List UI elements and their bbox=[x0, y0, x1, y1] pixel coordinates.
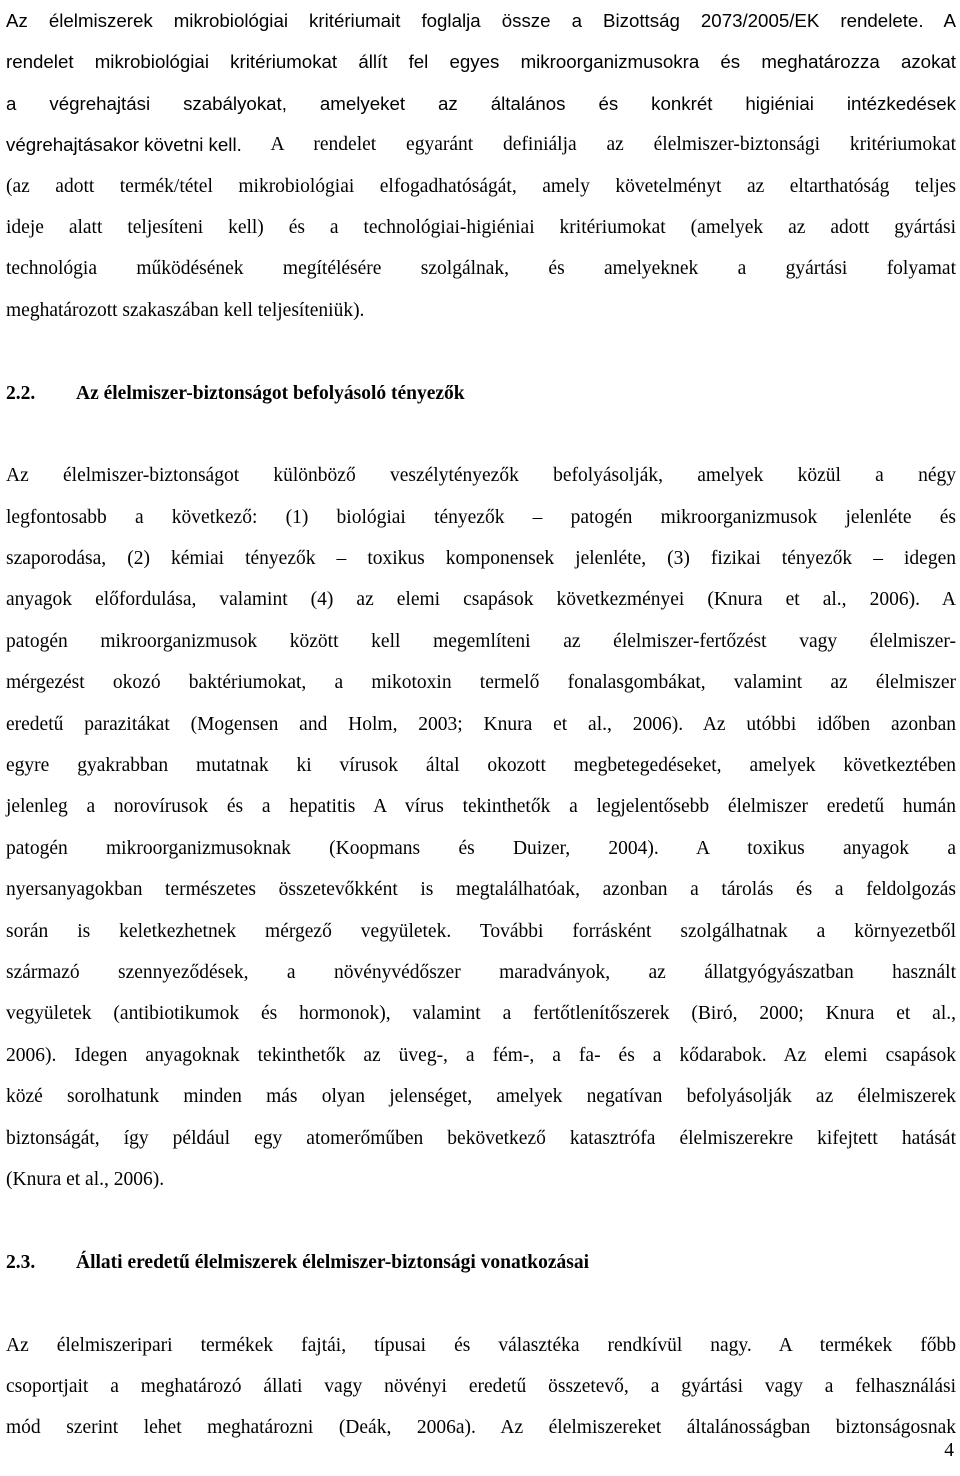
spacer bbox=[6, 331, 956, 372]
text-line: 2006). Idegen anyagoknak tekinthetők az üveg-, a fém-, a fa- és a kődarabok. Az elemi csapások bbox=[6, 1044, 956, 1066]
section-title: Állati eredetű élelmiszerek élelmiszer-biztonsági vonatkozásai bbox=[76, 1251, 590, 1273]
text-line: a végrehajtási szabályokat, amelyeket az általános és konkrét higiéniai intézkedések bbox=[6, 92, 956, 114]
section-heading-2-2 bbox=[6, 373, 956, 414]
text-line: patogén mikroorganizmusok között kell megemlíteni az élelmiszer-fertőzést vagy élelmiszer- bbox=[6, 630, 956, 652]
text-line: mód szerint lehet meghatározni (Deák, 2006a). Az élelmiszereket általánosságban biztonságosnak bbox=[6, 1417, 956, 1439]
text-line bbox=[6, 124, 956, 165]
text-line: eredetű parazitákat (Mogensen and Holm, 2003; Knura et al., 2006). Az utóbbi időben azonban bbox=[6, 713, 956, 735]
paragraph-food-safety-factors bbox=[6, 455, 956, 1200]
text-line: vegyületek (antibiotikumok és hormonok), valamint a fertőtlenítőszerek (Biró, 2000; Knura et al., bbox=[6, 1003, 956, 1025]
text-line: meghatározott szakaszában kell teljesíteniük). bbox=[6, 299, 365, 321]
paragraph-regulation bbox=[6, 0, 956, 331]
section-number: 2.2. bbox=[6, 382, 36, 404]
text-line: jelenleg a norovírusok és a hepatitis A vírus tekinthetők a legjelentősebb élelmiszer eredetű humán bbox=[6, 796, 956, 818]
text-line: során is keletkezhetnek mérgező vegyületek. További forrásként szolgálhatnak a környezetből bbox=[6, 920, 956, 942]
text-line: közé sorolhatunk minden más olyan jelenséget, amelyek negatívan befolyásolják az élelmiszerek bbox=[6, 1086, 956, 1108]
section-number: 2.3. bbox=[6, 1251, 36, 1273]
text-line: származó szennyeződések, a növényvédőszer maradványok, az állatgyógyászatban használt bbox=[6, 961, 956, 983]
text-line: ideje alatt teljesíteni kell) és a technológiai-higiéniai kritériumokat (amelyek az adott gyártási bbox=[6, 216, 956, 238]
text-line: csoportjait a meghatározó állati vagy növényi eredetű összetevő, a gyártási vagy a felhasználási bbox=[6, 1375, 956, 1397]
text-fragment: A rendelet egyaránt definiálja az élelmiszer-biztonsági kritériumokat bbox=[241, 134, 956, 156]
text-line: egyre gyakrabban mutatnak ki vírusok által okozott megbetegedéseket, amelyek következtében bbox=[6, 755, 956, 777]
section-heading-2-3 bbox=[6, 1242, 956, 1283]
spacer bbox=[6, 1283, 956, 1324]
section-title: Az élelmiszer-biztonságot befolyásoló tényezők bbox=[76, 382, 465, 404]
text-line: Az élelmiszeripari termékek fajtái, típusai és választéka rendkívül nagy. A termékek főbb bbox=[6, 1334, 956, 1356]
text-line: (Knura et al., 2006). bbox=[6, 1168, 165, 1190]
text-line: mérgezést okozó baktériumokat, a mikotoxin termelő fonalasgombákat, valamint az élelmiszer bbox=[6, 672, 956, 694]
text-line: (az adott termék/tétel mikrobiológiai elfogadhatóságát, amely követelményt az eltarthatóság teljes bbox=[6, 175, 956, 197]
text-fragment: végrehajtásakor követni kell. bbox=[6, 134, 242, 156]
document-page bbox=[6, 0, 956, 1449]
text-line: biztonságát, így például egy atomerőműben bekövetkező katasztrófa élelmiszerekre kifejtett hatását bbox=[6, 1127, 956, 1149]
page-number: 4 bbox=[944, 1440, 954, 1461]
text-line: technológia működésének megítélésére szolgálnak, és amelyeknek a gyártási folyamat bbox=[6, 258, 956, 280]
text-line: nyersanyagokban természetes összetevőkként is megtalálhatóak, azonban a tárolás és a feldolgozás bbox=[6, 879, 956, 901]
text-line: Az élelmiszer-biztonságot különböző veszélytényezők befolyásolják, amelyek közül a négy bbox=[6, 465, 956, 487]
paragraph-animal-products bbox=[6, 1325, 956, 1449]
spacer bbox=[6, 1200, 956, 1241]
text-line: anyagok előfordulása, valamint (4) az elemi csapások következményei (Knura et al., 2006). A bbox=[6, 589, 956, 611]
text-line: legfontosabb a következő: (1) biológiai tényezők – patogén mikroorganizmusok jelenléte és bbox=[6, 506, 956, 528]
text-line: patogén mikroorganizmusoknak (Koopmans és Duizer, 2004). A toxikus anyagok a bbox=[6, 837, 956, 859]
spacer bbox=[6, 414, 956, 455]
text-line: Az élelmiszerek mikrobiológiai kritériumait foglalja össze a Bizottság 2073/2005/EK rendelete. A bbox=[6, 10, 956, 31]
text-line: rendelet mikrobiológiai kritériumokat állít fel egyes mikroorganizmusokra és meghatározza azokat bbox=[6, 51, 956, 73]
text-line: szaporodása, (2) kémiai tényezők – toxikus komponensek jelenléte, (3) fizikai tényezők – idegen bbox=[6, 548, 956, 570]
